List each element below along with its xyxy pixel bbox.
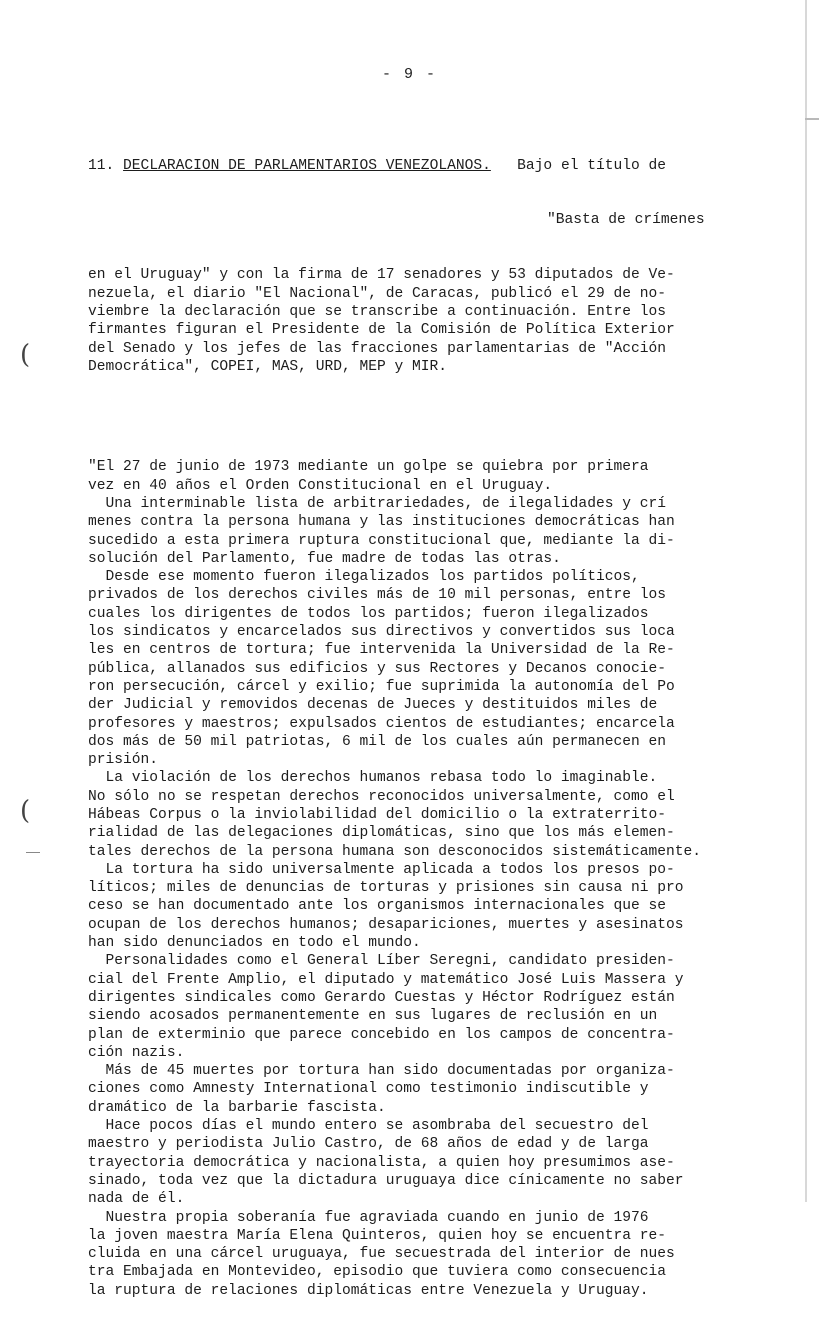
text-line: No sólo no se respetan derechos reconocidos universalmente, como el: [88, 788, 675, 805]
text-line: Hace pocos días el mundo entero se asombraba del secuestro del: [88, 1118, 649, 1135]
text-line: "El 27 de junio de 1973 mediante un golpe se quiebra por primera: [88, 459, 649, 476]
page-edge-shadow: [805, 0, 807, 1202]
margin-dash-mark: [26, 852, 40, 853]
text-line: Hábeas Corpus o la inviolabilidad del domicilio o la extraterrito-: [88, 806, 667, 823]
declaration-text: [88, 458, 728, 1300]
text-line: rialidad de las delegaciones diplomáticas, sino que los más elemen-: [88, 825, 675, 842]
text-line: privados de los derechos civiles más de 10 mil personas, entre los: [88, 587, 667, 604]
text-line: trayectoria democrática y nacionalista, a quien hoy presumimos ase-: [88, 1154, 675, 1171]
text-line: Una interminable lista de arbitrariedades, de ilegalidades y crí: [88, 495, 667, 512]
text-line: nada de él.: [88, 1191, 185, 1208]
text-line: Nuestra propia soberanía fue agraviada cuando en junio de 1976: [88, 1209, 649, 1226]
text-line: der Judicial y removidos decenas de Jueces y destituidos miles de: [88, 697, 658, 714]
text-line: dos más de 50 mil patriotas, 6 mil de los cuales aún permanecen en: [88, 733, 667, 750]
text-line: La violación de los derechos humanos rebasa todo lo imaginable.: [88, 770, 658, 787]
text-line: han sido denunciados en todo el mundo.: [88, 935, 421, 952]
text-line: sinado, toda vez que la dictadura uruguaya dice cínicamente no saber: [88, 1172, 684, 1189]
intro-line: nezuela, el diario "El Nacional", de Caracas, publicó el 29 de no-: [88, 285, 667, 302]
text-line: cial del Frente Amplio, el diputado y matemático José Luis Massera y: [88, 971, 684, 988]
text-line: tales derechos de la persona humana son desconocidos sistemáticamente.: [88, 843, 702, 860]
section-heading-line-2: "Basta de crímenes: [547, 212, 705, 229]
text-line: Más de 45 muertes por tortura han sido documentadas por organiza-: [88, 1063, 675, 1080]
intro-line: del Senado y los jefes de las fracciones parlamentarias de "Acción: [88, 340, 667, 357]
section-number: 11.: [88, 157, 115, 174]
section-heading: [88, 157, 728, 175]
paragraph-gap: [88, 413, 728, 422]
text-line: menes contra la persona humana y las instituciones democráticas han: [88, 514, 675, 531]
margin-parenthesis-mark: (: [20, 796, 31, 826]
section-title-continuation: Bajo el título de: [517, 157, 667, 174]
text-line: ron persecución, cárcel y exilio; fue suprimida la autonomía del Po: [88, 678, 675, 695]
text-line: plan de exterminio que parece concebido en los campos de concentra-: [88, 1026, 675, 1043]
text-line: dramático de la barbarie fascista.: [88, 1099, 386, 1116]
text-line: la ruptura de relaciones diplomáticas entre Venezuela y Uruguay.: [88, 1282, 649, 1299]
intro-paragraph: [88, 266, 728, 376]
text-line: dirigentes sindicales como Gerardo Cuestas y Héctor Rodríguez están: [88, 989, 675, 1006]
text-line: ción nazis.: [88, 1044, 185, 1061]
text-line: cluida en una cárcel uruguaya, fue secuestrada del interior de nues: [88, 1246, 675, 1263]
intro-line: viembre la declaración que se transcribe a continuación. Entre los: [88, 303, 667, 320]
text-line: siendo acosados permanentemente en sus lugares de reclusión en un: [88, 1008, 658, 1025]
text-line: tra Embajada en Montevideo, episodio que tuviera como consecuencia: [88, 1264, 667, 1281]
text-line: ocupan de los derechos humanos; desapariciones, muertes y asesinatos: [88, 916, 684, 933]
text-line: solución del Parlamento, fue madre de todas las otras.: [88, 550, 561, 567]
text-line: vez en 40 años el Orden Constitucional en el Uruguay.: [88, 477, 553, 494]
text-line: les en centros de tortura; fue intervenida la Universidad de la Re-: [88, 642, 675, 659]
text-line: los sindicatos y encarcelados sus directivos y convertidos sus loca: [88, 624, 675, 641]
text-line: la joven maestra María Elena Quinteros, quien hoy se encuentra re-: [88, 1227, 667, 1244]
text-line: La tortura ha sido universalmente aplicada a todos los presos po-: [88, 861, 675, 878]
intro-line: en el Uruguay" y con la firma de 17 senadores y 53 diputados de Ve-: [88, 267, 675, 284]
text-line: ceso se han documentado ante los organismos internacionales que se: [88, 898, 667, 915]
margin-parenthesis-mark: (: [20, 340, 31, 370]
section-title: DECLARACION DE PARLAMENTARIOS VENEZOLANOS.: [123, 157, 491, 174]
page-edge-tick: [805, 118, 819, 120]
text-line: Personalidades como el General Líber Seregni, candidato presiden-: [88, 953, 675, 970]
page-number: - 9 -: [381, 66, 437, 83]
text-line: maestro y periodista Julio Castro, de 68 años de edad y de larga: [88, 1136, 649, 1153]
text-line: líticos; miles de denuncias de torturas y prisiones sin causa ni pro: [88, 880, 684, 897]
text-line: profesores y maestros; expulsados cientos de estudiantes; encarcela: [88, 715, 675, 732]
text-line: pública, allanados sus edificios y sus Rectores y Decanos conocie-: [88, 660, 667, 677]
text-line: prisión.: [88, 752, 159, 769]
text-line: Desde ese momento fueron ilegalizados los partidos políticos,: [88, 569, 640, 586]
text-line: sucedido a esta primera ruptura constitucional que, mediante la di-: [88, 532, 675, 549]
text-line: ciones como Amnesty International como testimonio indiscutible y: [88, 1081, 649, 1098]
document-body: [88, 120, 728, 1318]
intro-line: firmantes figuran el Presidente de la Comisión de Política Exterior: [88, 322, 675, 339]
intro-line: Democrática", COPEI, MAS, URD, MEP y MIR.: [88, 358, 448, 375]
text-line: cuales los dirigentes de todos los partidos; fueron ilegalizados: [88, 605, 649, 622]
